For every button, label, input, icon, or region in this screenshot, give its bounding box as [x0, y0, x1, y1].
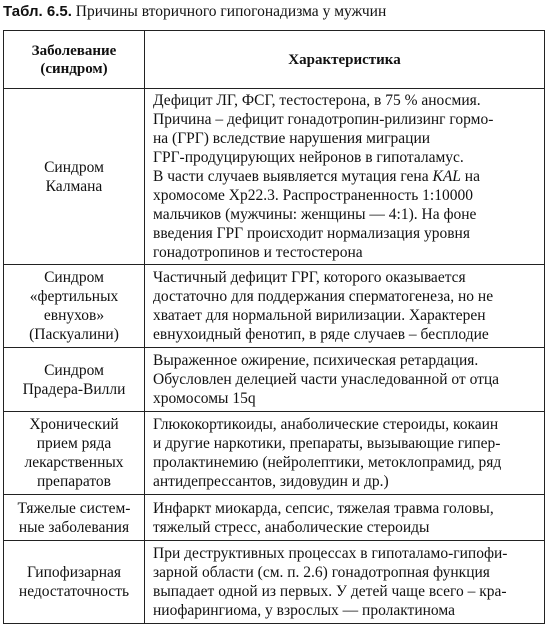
characteristic-line: В части случаев выявляется мутация гена KAL на: [153, 168, 480, 185]
header-disease-line: Заболевание: [31, 42, 117, 59]
disease-line: «фертильных: [29, 288, 119, 305]
characteristic-cell: [145, 89, 545, 265]
table-row: [4, 89, 545, 265]
characteristic-line: выпадает одной из первых. У детей чаще всего – кра-: [153, 583, 507, 600]
table-row: [4, 348, 545, 412]
disease-line: Синдром: [44, 269, 104, 286]
header-disease: [4, 31, 145, 89]
disease-line: Хронический: [29, 416, 119, 433]
disease-cell: [4, 89, 145, 265]
disease-line: Тяжелые систем-: [17, 499, 131, 517]
table-row: [4, 495, 545, 541]
characteristic-line: Частичный дефицит ГРГ, которого оказывается: [153, 269, 466, 286]
header-disease-line: (синдром): [40, 60, 108, 77]
characteristic-line: Причина – дефицит гонадотропин-рилизинг гормо-: [153, 111, 494, 128]
disease-line: Гипофизарная: [26, 564, 122, 581]
disease-line: евнухов»: [43, 307, 105, 324]
disease-cell: [4, 265, 145, 348]
disease-line: ные заболевания: [18, 518, 130, 536]
characteristic-line: достаточно для поддержания сперматогенеза, но не: [153, 288, 494, 305]
causes-table: [3, 30, 545, 624]
characteristic-line: При деструктивных процессах в гипоталамо-гипофи-: [153, 545, 508, 562]
disease-line: недостаточность: [18, 583, 130, 600]
characteristic-cell: [145, 348, 545, 412]
characteristic-line: Инфаркт миокарда, сепсис, тяжелая травма головы,: [153, 499, 494, 517]
disease-line: Прадера-Вилли: [22, 380, 126, 398]
disease-line: прием ряда: [36, 435, 112, 452]
disease-line: (Паскуалини): [29, 326, 119, 343]
characteristic-line: Обусловлен делецией части унаследованной от отца: [153, 371, 500, 388]
characteristic-line: хватает для нормальной вирилизации. Характерен: [153, 307, 486, 324]
disease-line: препаратов: [37, 473, 111, 490]
characteristic-line: ниофарингиома, у взрослых — пролактинома: [153, 602, 455, 619]
header-characteristic: Характеристика: [145, 31, 545, 89]
characteristic-line: пролактинемию (нейролептики, метоклопрамид, ряд: [153, 454, 502, 471]
table-row: [4, 412, 545, 495]
characteristic-line: гонадотропинов и тестостерона: [153, 244, 363, 261]
characteristic-line: тяжелый стресс, анаболические стероиды: [153, 518, 430, 536]
disease-cell: [4, 412, 145, 495]
characteristic-cell: [145, 541, 545, 624]
characteristic-line: введения ГРГ происходит нормализация уровня: [153, 225, 470, 242]
disease-line: Синдром: [44, 158, 104, 176]
disease-cell: [4, 495, 145, 541]
disease-cell: [4, 348, 145, 412]
disease-cell: [4, 541, 145, 624]
disease-line: Калмана: [45, 177, 103, 195]
characteristic-line: антидепрессантов, зидовудин и др.): [153, 473, 389, 490]
characteristic-line: евнухоидный фенотип, в ряде случаев – бесплодие: [153, 326, 489, 343]
characteristic-cell: [145, 265, 545, 348]
table-number: Табл. 6.5.: [3, 3, 72, 20]
characteristic-line: мальчиков (мужчины: женщины — 4:1). На фоне: [153, 206, 477, 223]
header-row: [4, 31, 545, 89]
characteristic-cell: [145, 495, 545, 541]
characteristic-line: зарной области (см. п. 2.6) гонадотропная функция: [153, 564, 490, 581]
characteristic-line: Глюкокортикоиды, анаболические стероиды, кокаин: [153, 416, 499, 433]
disease-line: Синдром: [44, 361, 104, 379]
characteristic-line: хромосомы 15q: [153, 390, 256, 407]
characteristic-line: Дефицит ЛГ, ФСГ, тестостерона, в 75 % аносмия.: [153, 92, 481, 109]
table-caption: [3, 2, 543, 22]
table-row: [4, 541, 545, 624]
characteristic-line: Выраженное ожирение, психическая ретардация.: [153, 352, 479, 369]
characteristic-line: хромосоме Xp22.3. Распространенность 1:10000: [153, 187, 473, 204]
characteristic-cell: [145, 412, 545, 495]
characteristic-line: и другие наркотики, препараты, вызывающие гипер-: [153, 435, 501, 452]
table-row: [4, 265, 545, 348]
gene-name: KAL: [432, 168, 461, 185]
characteristic-line: на (ГРГ) вследствие нарушения миграции: [153, 130, 431, 147]
table-title: Причины вторичного гипогонадизма у мужчин: [75, 3, 387, 20]
disease-line: лекарственных: [24, 454, 124, 471]
characteristic-line: ГРГ-продуцирующих нейронов в гипоталамус.: [153, 149, 464, 166]
